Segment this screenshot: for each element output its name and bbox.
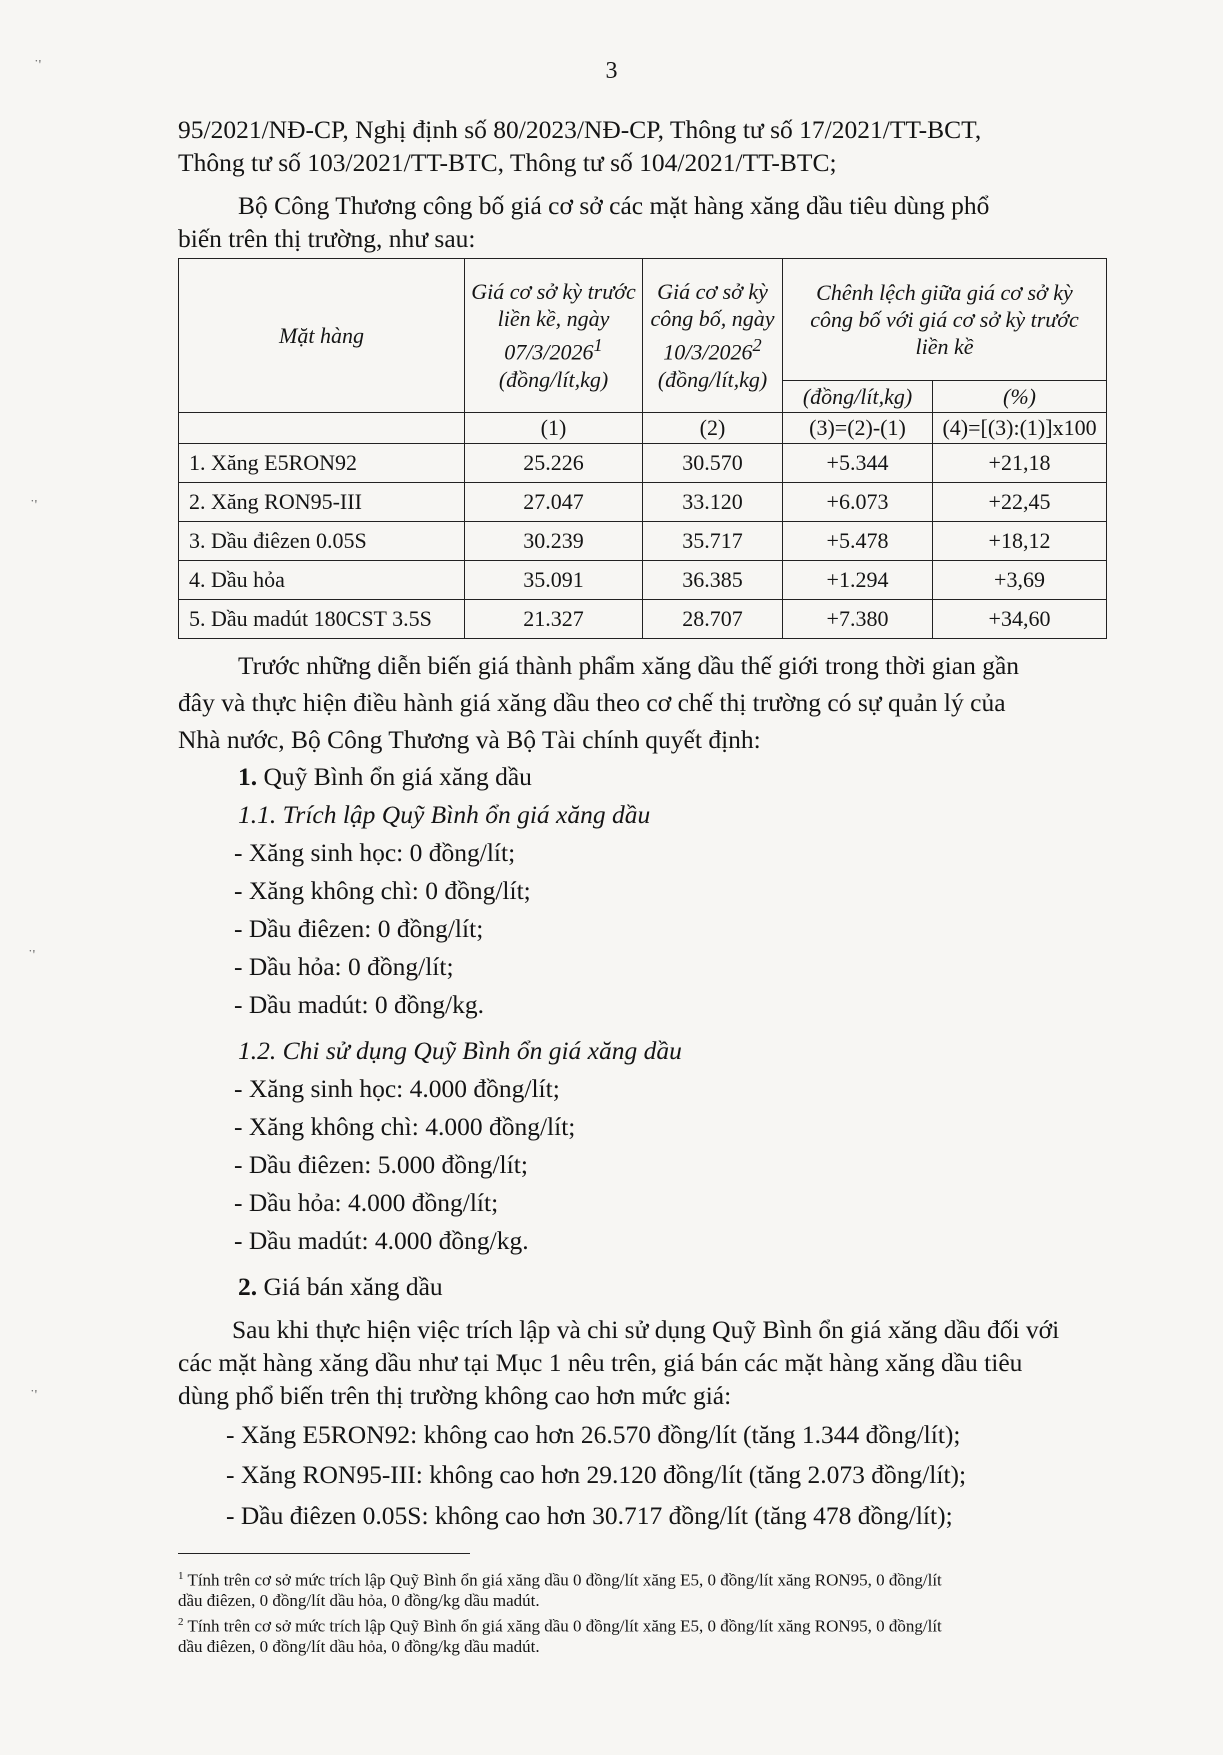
footnote-1: $^1$ Tính trên cơ sở mức trích lập Quỹ Bình ổn giá xăng dầu 0 đồng/lít xăng E5, 0 đồng/lít xăng RON95, 0 đồng/lít dầu điêzen, 0 đồng/lít dầu hỏa, 0 đồng/kg dầu madút.	[178, 1570, 942, 1610]
header-prev-price: Giá cơ sở kỳ trước liền kề, ngày 07/3/2026$^1$ (đồng/lít,kg)	[465, 259, 643, 413]
item-cell: 5. Dầu madút 180CST 3.5S	[179, 600, 465, 639]
section-1-2-heading: 1.2. Chi sử dụng Quỹ Bình ổn giá xăng dầu	[238, 1036, 682, 1065]
diff-cell: +5.344	[783, 444, 933, 483]
current-price-cell: 33.120	[643, 483, 783, 522]
intro-line-2: Thông tư số 103/2021/TT-BTC, Thông tư số 104/2021/TT-BTC;	[178, 148, 837, 177]
item-cell: 4. Dầu hỏa	[179, 561, 465, 600]
prev-price-cell: 27.047	[465, 483, 643, 522]
index-cell: (4)=[(3):(1)]x100	[933, 413, 1107, 444]
footnote-2: $^2$ Tính trên cơ sở mức trích lập Quỹ Bình ổn giá xăng dầu 0 đồng/lít xăng E5, 0 đồng/lít xăng RON95, 0 đồng/lít dầu điêzen, 0 đồng/lít dầu hỏa, 0 đồng/kg dầu madút.	[178, 1616, 942, 1656]
page-number: 3	[605, 58, 618, 84]
section-1-heading: 1. Quỹ Bình ổn giá xăng dầu	[238, 762, 532, 791]
footnote-divider	[178, 1553, 470, 1554]
table-row	[179, 600, 1107, 639]
table-row	[179, 483, 1107, 522]
list-item: - Dầu hỏa: 0 đồng/lít;	[234, 952, 454, 981]
list-item: - Dầu hỏa: 4.000 đồng/lít;	[234, 1188, 499, 1217]
list-item: - Dầu madút: 4.000 đồng/kg.	[234, 1226, 529, 1255]
header-diff-pct: (%)	[933, 381, 1107, 413]
list-item: - Xăng không chì: 4.000 đồng/lít;	[234, 1112, 576, 1141]
current-price-cell: 30.570	[643, 444, 783, 483]
para2-line-3: dùng phổ biến trên thị trường không cao hơn mức giá:	[178, 1381, 732, 1410]
table-row	[179, 522, 1107, 561]
diff-cell: +1.294	[783, 561, 933, 600]
diff-cell: +5.478	[783, 522, 933, 561]
item-cell: 2. Xăng RON95-III	[179, 483, 465, 522]
list-item: - Xăng E5RON92: không cao hơn 26.570 đồng/lít (tăng 1.344 đồng/lít);	[226, 1420, 961, 1449]
prev-price-cell: 30.239	[465, 522, 643, 561]
header-difference: Chênh lệch giữa giá cơ sở kỳ công bố với giá cơ sở kỳ trước liền kề	[783, 259, 1107, 381]
index-cell	[179, 413, 465, 444]
para2-line-2: các mặt hàng xăng dầu như tại Mục 1 nêu trên, giá bán các mặt hàng xăng dầu tiêu	[178, 1348, 1023, 1377]
scan-mark: ˙'	[30, 498, 38, 513]
pct-cell: +22,45	[933, 483, 1107, 522]
diff-cell: +6.073	[783, 483, 933, 522]
section-1-1-heading: 1.1. Trích lập Quỹ Bình ổn giá xăng dầu	[238, 800, 651, 829]
intro-line-1: 95/2021/NĐ-CP, Nghị định số 80/2023/NĐ-CP, Thông tư số 17/2021/TT-BCT,	[178, 115, 982, 144]
section-2-heading: 2. Giá bán xăng dầu	[238, 1272, 443, 1301]
index-row	[179, 413, 1107, 444]
list-item: - Dầu madút: 0 đồng/kg.	[234, 990, 485, 1019]
pct-cell: +21,18	[933, 444, 1107, 483]
para1-line-1: Trước những diễn biến giá thành phẩm xăng dầu thế giới trong thời gian gần	[238, 651, 1020, 680]
prev-price-cell: 25.226	[465, 444, 643, 483]
header-diff-abs: (đồng/lít,kg)	[783, 381, 933, 413]
para2-line-1: Sau khi thực hiện việc trích lập và chi sử dụng Quỹ Bình ổn giá xăng dầu đối với	[232, 1315, 1060, 1344]
index-cell: (2)	[643, 413, 783, 444]
diff-cell: +7.380	[783, 600, 933, 639]
current-price-cell: 35.717	[643, 522, 783, 561]
list-item: - Xăng sinh học: 0 đồng/lít;	[234, 838, 516, 867]
list-item: - Xăng RON95-III: không cao hơn 29.120 đồng/lít (tăng 2.073 đồng/lít);	[226, 1460, 967, 1489]
intro-line-4: biến trên thị trường, như sau:	[178, 224, 476, 253]
para1-line-2: đây và thực hiện điều hành giá xăng dầu theo cơ chế thị trường có sự quản lý của	[178, 688, 1006, 717]
index-cell: (1)	[465, 413, 643, 444]
list-item: - Xăng không chì: 0 đồng/lít;	[234, 876, 531, 905]
pct-cell: +34,60	[933, 600, 1107, 639]
pct-cell: +18,12	[933, 522, 1107, 561]
para1-line-3: Nhà nước, Bộ Công Thương và Bộ Tài chính quyết định:	[178, 725, 761, 754]
list-item: - Dầu điêzen: 5.000 đồng/lít;	[234, 1150, 528, 1179]
item-cell: 1. Xăng E5RON92	[179, 444, 465, 483]
header-current-price: Giá cơ sở kỳ công bố, ngày 10/3/2026$^2$ (đồng/lít,kg)	[643, 259, 783, 413]
current-price-cell: 36.385	[643, 561, 783, 600]
base-price-table	[178, 258, 1107, 639]
list-item: - Dầu điêzen: 0 đồng/lít;	[234, 914, 484, 943]
list-item: - Dầu điêzen 0.05S: không cao hơn 30.717 đồng/lít (tăng 478 đồng/lít);	[226, 1501, 953, 1530]
pct-cell: +3,69	[933, 561, 1107, 600]
list-item: - Xăng sinh học: 4.000 đồng/lít;	[234, 1074, 560, 1103]
table-row	[179, 561, 1107, 600]
index-cell: (3)=(2)-(1)	[783, 413, 933, 444]
intro-line-3: Bộ Công Thương công bố giá cơ sở các mặt hàng xăng dầu tiêu dùng phổ	[238, 191, 990, 220]
header-item: Mặt hàng	[179, 259, 465, 413]
scan-mark: ˙'	[30, 1388, 38, 1403]
scan-mark: ˙'	[34, 58, 42, 73]
prev-price-cell: 35.091	[465, 561, 643, 600]
prev-price-cell: 21.327	[465, 600, 643, 639]
item-cell: 3. Dầu điêzen 0.05S	[179, 522, 465, 561]
current-price-cell: 28.707	[643, 600, 783, 639]
scan-mark: ˙'	[28, 948, 36, 963]
table-row	[179, 444, 1107, 483]
